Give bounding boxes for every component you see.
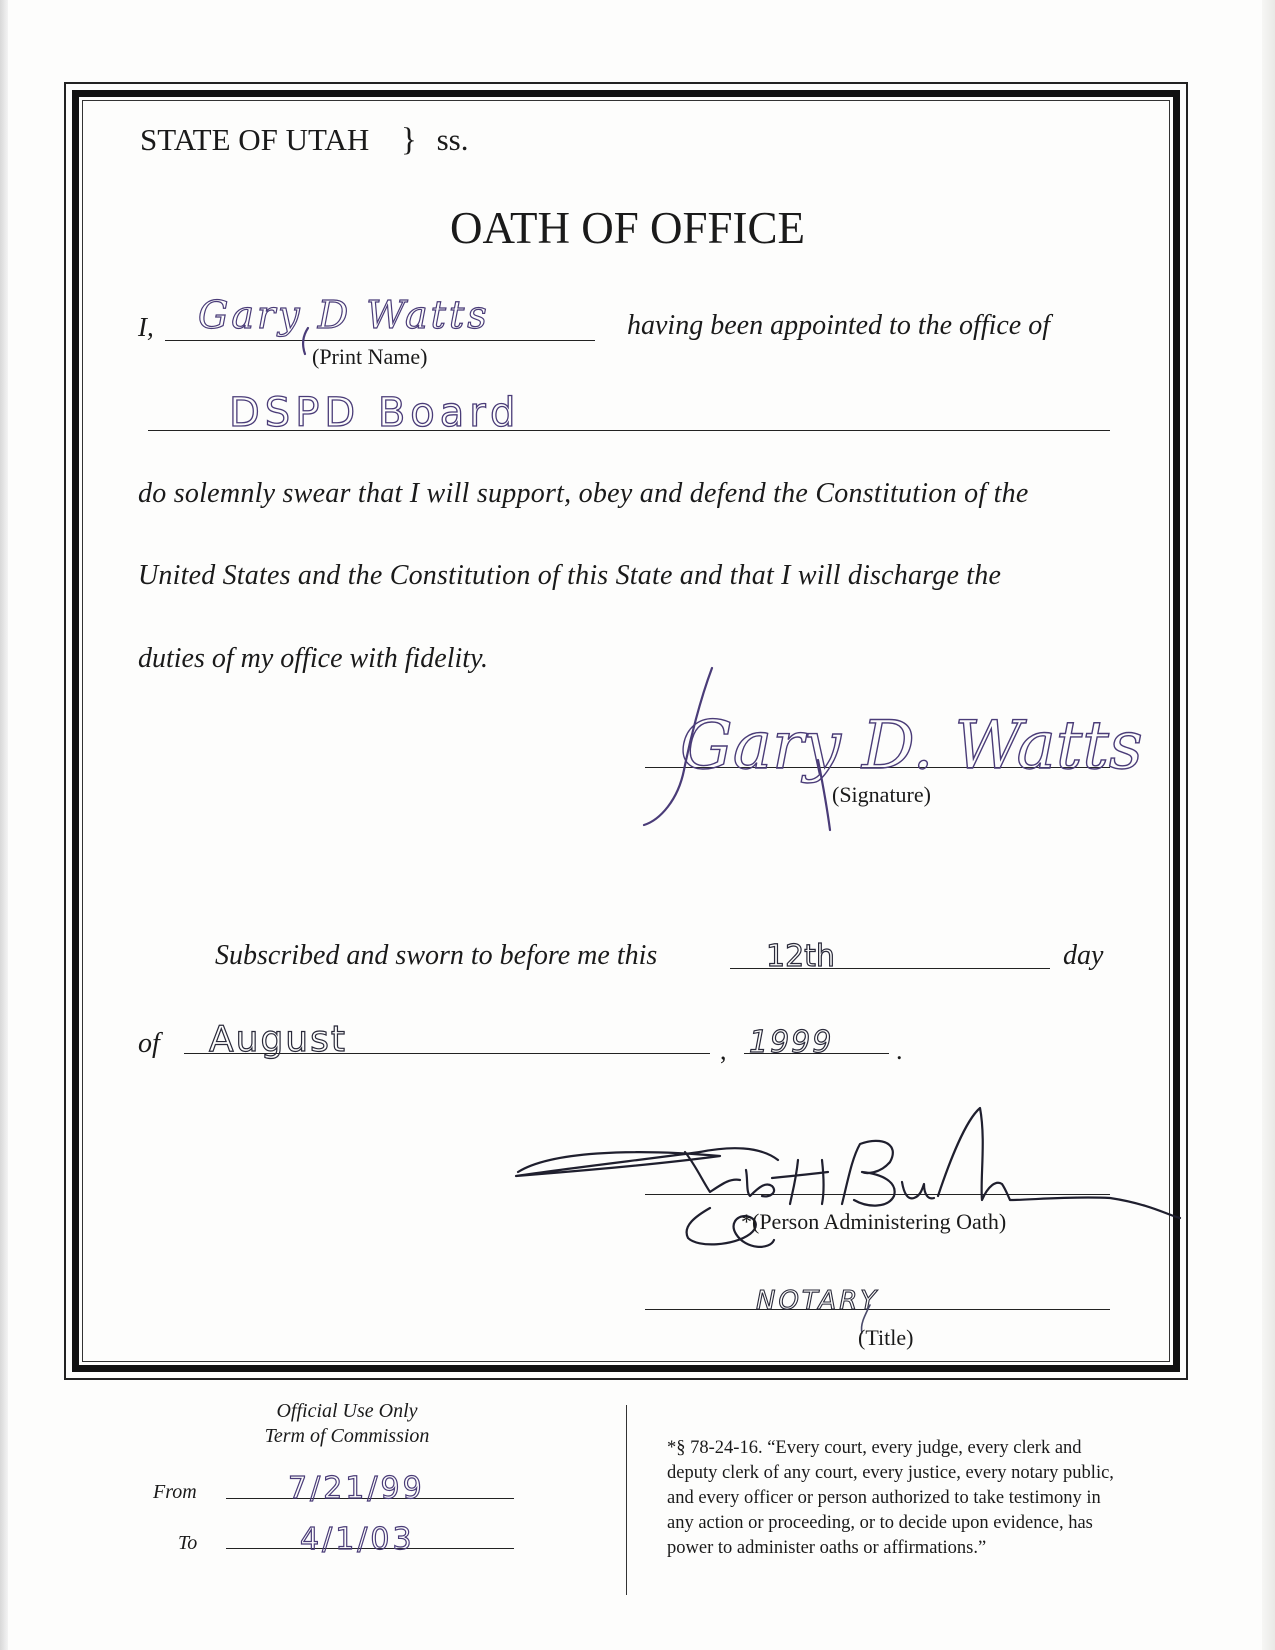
- state-heading: [140, 122, 469, 159]
- statute-text: [667, 1436, 1114, 1561]
- signature-value: Gary D. Watts: [680, 707, 1143, 784]
- to-value: 4/1/03: [300, 1522, 415, 1557]
- title-value: Notary: [756, 1286, 880, 1316]
- official-use-heading: Official Use Only: [276, 1400, 418, 1422]
- appointment-prefix: I,: [138, 312, 154, 342]
- month-comma: ,: [720, 1036, 727, 1065]
- statute-line-2: deputy clerk of any court, every justice, every notary public,: [667, 1463, 1114, 1483]
- print-name-caption: (Print Name): [312, 344, 428, 369]
- oath-line-1: do solemnly swear that I will support, obey and defend the Constitution of the: [138, 478, 1029, 509]
- statute-line-5: power to administer oaths or affirmations.”: [667, 1538, 987, 1558]
- year-handwriting: [745, 1012, 875, 1072]
- day-handwriting: [762, 926, 882, 986]
- month-handwriting: [205, 1003, 405, 1073]
- day-word: day: [1063, 940, 1104, 971]
- oath-line-3: duties of my office with fidelity.: [138, 643, 488, 674]
- section-divider: [626, 1405, 627, 1595]
- title-handwriting: [752, 1275, 952, 1335]
- appointed-text: having been appointed to the office of: [627, 310, 1051, 341]
- subscribed-text: Subscribed and sworn to before me this: [215, 940, 658, 971]
- year-value: 1999: [749, 1025, 834, 1060]
- state-name: STATE OF UTAH: [140, 122, 370, 157]
- administrator-signature: [510, 1100, 1190, 1270]
- statute-line-4: any action or proceeding, or to decide upon evidence, has: [667, 1513, 1093, 1533]
- office-value: DSPD Board: [229, 390, 521, 436]
- page-title: OATH OF OFFICE: [449, 203, 806, 253]
- signature-caption: (Signature): [832, 782, 931, 807]
- print-name-value: Gary D Watts: [198, 293, 490, 337]
- of-word: of: [138, 1028, 160, 1059]
- signature-handwriting: [640, 660, 1143, 840]
- title-caption: (Title): [858, 1325, 914, 1350]
- from-value: 7/21/99: [288, 1471, 425, 1506]
- to-handwriting: [296, 1513, 496, 1563]
- statute-line-1: *§ 78-24-16. “Every court, every judge, every clerk and: [667, 1438, 1082, 1458]
- from-handwriting: [284, 1462, 484, 1512]
- office-handwriting: [225, 378, 625, 448]
- state-ss: ss.: [436, 122, 469, 157]
- month-value: August: [209, 1019, 347, 1060]
- administrator-caption: *(Person Administering Oath): [741, 1209, 1007, 1234]
- state-brace: }: [401, 122, 417, 158]
- day-value: 12th: [766, 939, 835, 974]
- statute-line-3: and every officer or person authorized to take testimony in: [667, 1488, 1101, 1508]
- term-heading: Term of Commission: [264, 1425, 430, 1447]
- scan-edge-right: [1262, 0, 1275, 1650]
- year-period: .: [896, 1036, 903, 1065]
- from-label: From: [153, 1481, 197, 1503]
- oath-line-2: United States and the Constitution of this State and that I will discharge the: [138, 560, 1002, 591]
- to-label: To: [178, 1532, 198, 1554]
